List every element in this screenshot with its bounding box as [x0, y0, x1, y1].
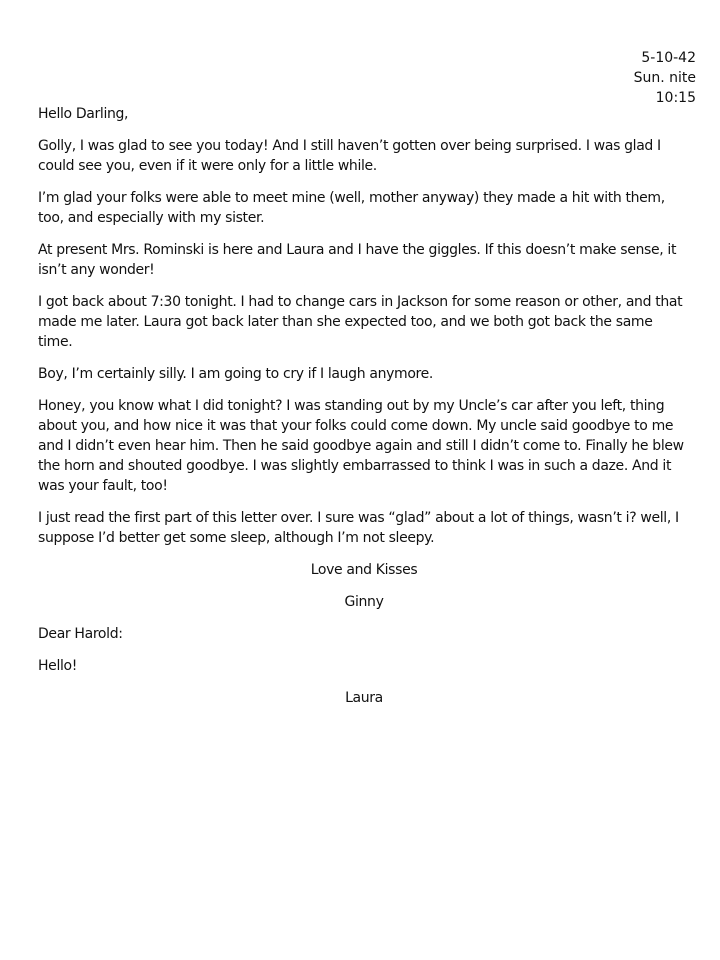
paragraph: I just read the first part of this letter over. I sure was “glad” about a lot of things, wasn’t i? well, I suppose I’d better get some sleep, although I’m not sleepy. — [38, 510, 679, 546]
letter-day: Sun. nite — [633, 70, 696, 86]
paragraph: Honey, you know what I did tonight? I was standing out by my Uncle’s car after you left, thing about you, and how nice it was that your folks could come down. My uncle said goodbye to me and I didn’t even hear him. Then he said goodbye again and still I didn’t come to. Finally he blew the horn and shouted goodbye. I was slightly embarrassed to think I was in such a daze. And it was your fault, too! — [38, 398, 684, 494]
second-greeting: Dear Harold: — [38, 626, 123, 642]
date-block — [634, 48, 696, 108]
paragraph: At present Mrs. Rominski is here and Laura and I have the giggles. If this doesn’t make sense, it isn’t any wonder! — [38, 242, 677, 278]
signature-ginny: Ginny — [344, 594, 384, 610]
paragraph: Golly, I was glad to see you today! And I still haven’t gotten over being surprised. I was glad I could see you, even if it were only for a little while. — [38, 138, 661, 174]
signature-laura: Laura — [345, 690, 383, 706]
paragraph: I got back about 7:30 tonight. I had to change cars in Jackson for some reason or other, and that made me later. Laura got back later than she expected too, and we both got back the same time. — [38, 294, 683, 350]
letter-date: 5-10-42 — [641, 50, 696, 66]
paragraph: Boy, I’m certainly silly. I am going to cry if I laugh anymore. — [38, 366, 433, 382]
paragraph: I’m glad your folks were able to meet mine (well, mother anyway) they made a hit with them, too, and especially with my sister. — [38, 190, 665, 226]
closing: Love and Kisses — [310, 562, 418, 578]
greeting: Hello Darling, — [38, 106, 129, 122]
letter-time: 10:15 — [655, 90, 696, 106]
second-body: Hello! — [38, 658, 77, 674]
letter-body — [38, 104, 690, 720]
